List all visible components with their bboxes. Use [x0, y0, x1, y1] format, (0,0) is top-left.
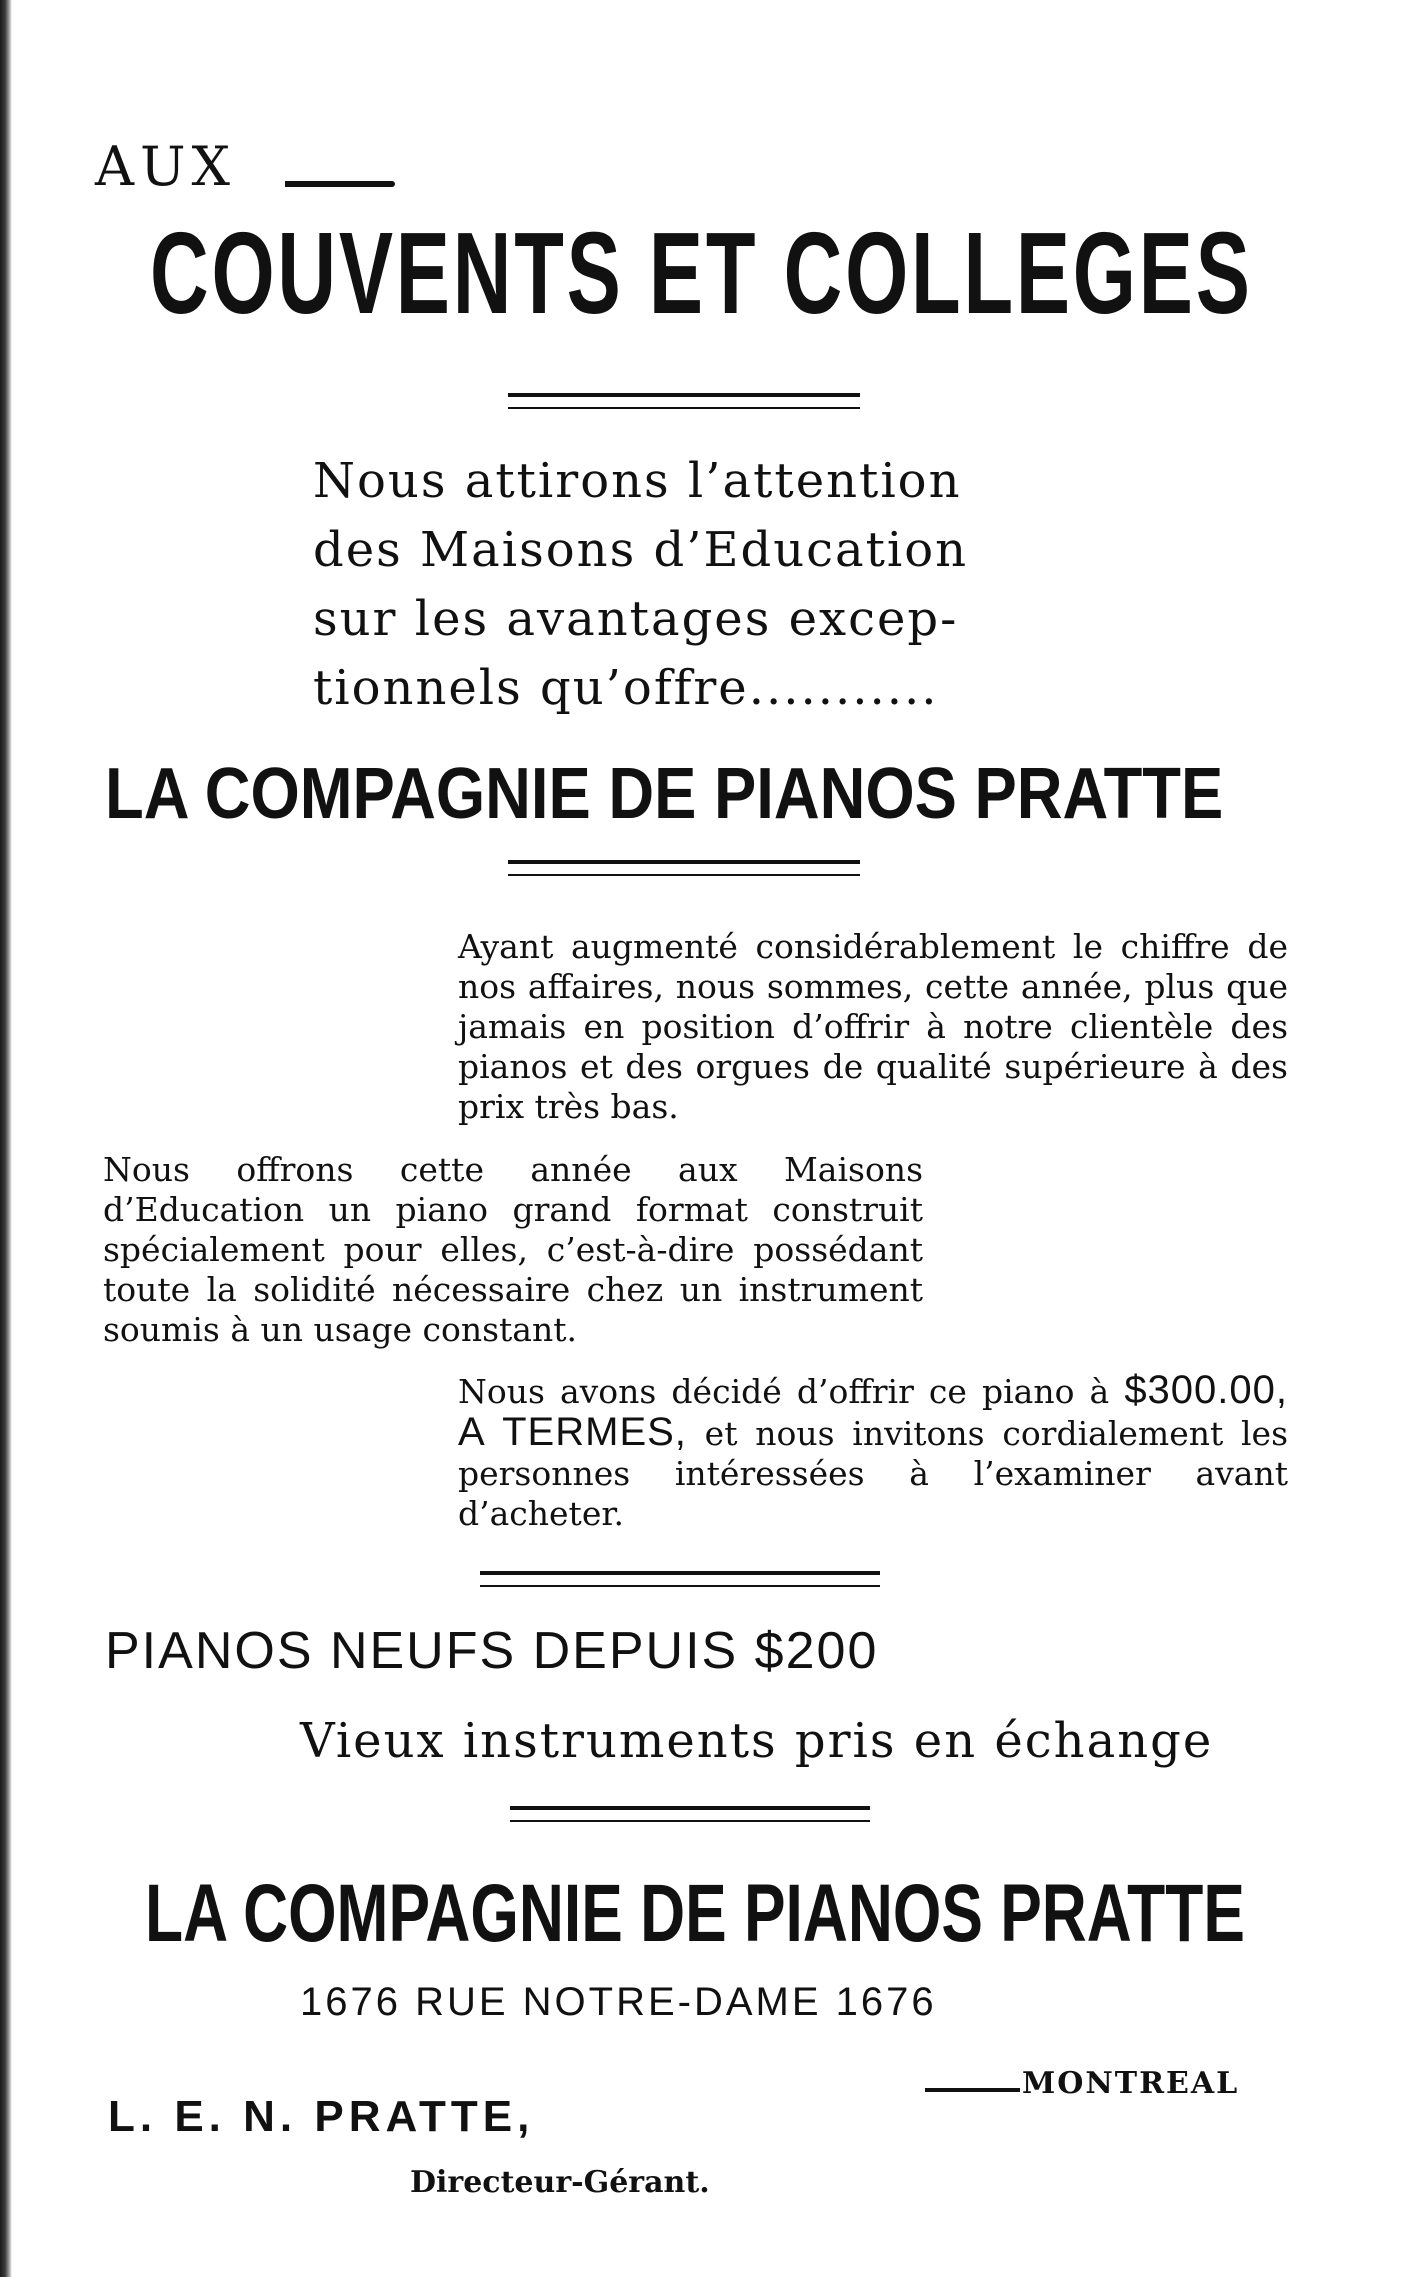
intro-line: des Maisons d’Education — [313, 522, 969, 578]
price-offer-invitation: et nous invitons cordialement les personnes intéressées à l’examiner avant d’acheter. — [458, 1414, 1288, 1533]
street-address: 1676 RUE NOTRE-DAME 1676 — [300, 1980, 937, 2024]
aux-flourish-line — [285, 181, 395, 187]
city-name: MONTREAL — [1022, 2066, 1240, 2101]
divider-rule — [510, 1806, 870, 1822]
divider-rule — [508, 860, 860, 876]
company-name-heading: LA COMPAGNIE DE PIANOS PRATTE — [105, 754, 1224, 834]
intro-line: sur les avantages excep- — [313, 591, 959, 647]
trade-in-subline: Vieux instruments pris en échange — [300, 1713, 1214, 1769]
scanned-page-edge — [0, 0, 12, 2277]
paragraph-business-growth: Ayant augmenté considérablement le chiffre de nos affaires, nous sommes, cette année, plus que jamais en position d’offrir à notre clientèle des pianos et des orgues de qualité supérieure à des prix très bas. — [458, 927, 1288, 1126]
city-flourish-line — [925, 2088, 1020, 2092]
new-pianos-headline: PIANOS NEUFS DEPUIS $200 — [105, 1622, 879, 1680]
paragraph-price-offer — [458, 1370, 1288, 1534]
paragraph-school-piano-offer: Nous offrons cette année aux Maisons d’Education un piano grand format construit spécialement pour elles, c’est-à-dire possédant toute la solidité nécessaire chez un instrument soumis à un usage constant. — [103, 1150, 923, 1349]
footer-company-name: LA COMPAGNIE DE PIANOS PRATTE — [145, 1868, 1245, 1959]
price-offer-intro: Nous avons décidé d’offrir ce piano à — [458, 1372, 1110, 1411]
divider-rule — [480, 1571, 880, 1587]
price-terms: $300.00, A TERMES, — [458, 1368, 1289, 1454]
main-headline: COUVENTS ET COLLEGES — [150, 208, 1253, 338]
divider-rule — [508, 393, 860, 409]
director-title: Directeur-Gérant. — [410, 2165, 710, 2200]
aux-prefix: AUX — [95, 135, 236, 198]
intro-text — [313, 447, 1048, 723]
director-name: L. E. N. PRATTE, — [108, 2092, 535, 2141]
intro-line: tionnels qu’offre........... — [313, 660, 939, 716]
intro-line: Nous attirons l’attention — [313, 453, 962, 509]
